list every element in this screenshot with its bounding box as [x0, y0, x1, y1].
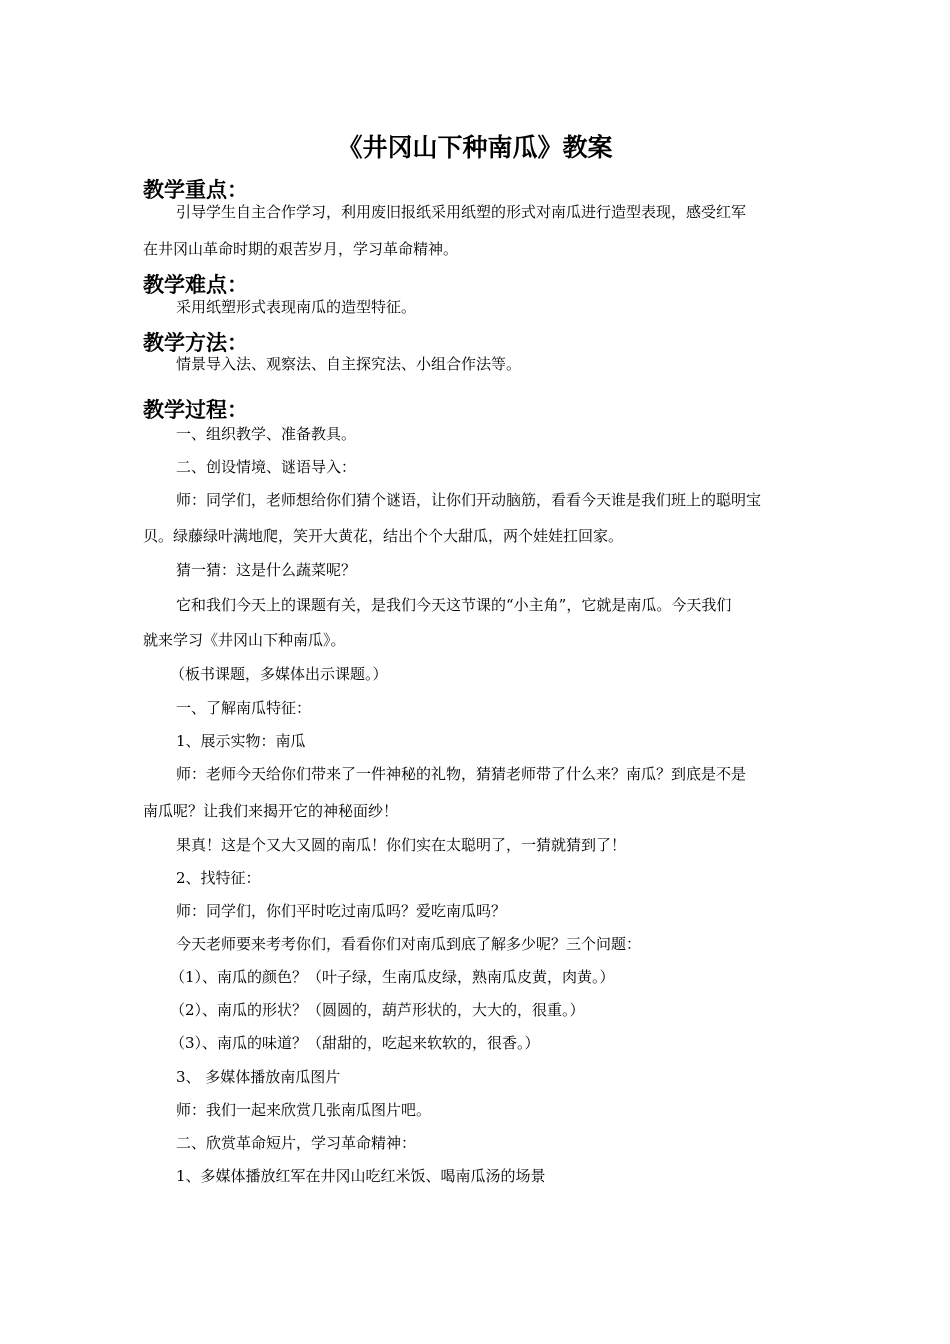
process-line: 南瓜呢？让我们来揭开它的神秘面纱！ — [143, 802, 399, 820]
focus-paragraph-line-1: 引导学生自主合作学习，利用废旧报纸采用纸塑的形式对南瓜进行造型表现，感受红军 — [176, 203, 747, 221]
process-line: 果真！这是个又大又圆的南瓜！你们实在太聪明了，一猜就猜到了！ — [176, 836, 627, 854]
process-line: 猜一猜：这是什么蔬菜呢？ — [176, 561, 357, 579]
heading-teaching-process: 教学过程： — [143, 398, 248, 422]
process-line: 3、 多媒体播放南瓜图片 — [176, 1068, 341, 1086]
process-line: 贝。绿藤绿叶满地爬，笑开大黄花，结出个个大甜瓜，两个娃娃扛回家。 — [143, 527, 624, 545]
process-line: 今天老师要来考考你们，看看你们对南瓜到底了解多少呢？三个问题： — [176, 935, 642, 953]
document-title: 《井冈山下种南瓜》教案 — [337, 133, 613, 162]
process-line: 师：老师今天给你们带来了一件神秘的礼物，猜猜老师带了什么来？南瓜？到底是不是 — [176, 765, 747, 783]
process-line: （1）、南瓜的颜色？（叶子绿，生南瓜皮绿，熟南瓜皮黄，肉黄。） — [170, 968, 615, 986]
process-line: 师：同学们，你们平时吃过南瓜吗？爱吃南瓜吗？ — [176, 902, 507, 920]
process-line: 二、创设情境、谜语导入： — [176, 458, 357, 476]
process-line: 师：同学们，老师想给你们猜个谜语，让你们开动脑筋，看看今天谁是我们班上的聪明宝 — [176, 491, 762, 509]
process-line: （2）、南瓜的形状？（圆圆的，葫芦形状的，大大的，很重。） — [170, 1001, 585, 1019]
process-line: 二、欣赏革命短片，学习革命精神： — [176, 1134, 417, 1152]
process-line: 一、组织教学、准备教具。 — [176, 425, 357, 443]
focus-paragraph-line-2: 在井冈山革命时期的艰苦岁月，学习革命精神。 — [143, 240, 459, 258]
heading-teaching-method: 教学方法： — [143, 331, 248, 355]
process-line: 一、了解南瓜特征： — [176, 699, 312, 717]
heading-teaching-focus: 教学重点： — [143, 178, 248, 202]
process-line: 1、展示实物：南瓜 — [176, 732, 306, 750]
process-line: （板书课题，多媒体出示课题。） — [170, 665, 388, 683]
process-line: 2、找特征： — [176, 869, 261, 887]
process-line: 1、多媒体播放红军在井冈山吃红米饭、喝南瓜汤的场景 — [176, 1167, 546, 1185]
process-line: 就来学习《井冈山下种南瓜》。 — [143, 631, 346, 649]
process-line: 它和我们今天上的课题有关，是我们今天这节课的“小主角”，它就是南瓜。今天我们 — [176, 596, 732, 614]
method-paragraph: 情景导入法、观察法、自主探究法、小组合作法等。 — [176, 355, 522, 373]
process-line: （3）、南瓜的味道？（甜甜的，吃起来软软的，很香。） — [170, 1034, 540, 1052]
process-line: 师：我们一起来欣赏几张南瓜图片吧。 — [176, 1101, 432, 1119]
heading-teaching-difficulty: 教学难点： — [143, 273, 248, 297]
difficulty-paragraph: 采用纸塑形式表现南瓜的造型特征。 — [176, 298, 417, 316]
